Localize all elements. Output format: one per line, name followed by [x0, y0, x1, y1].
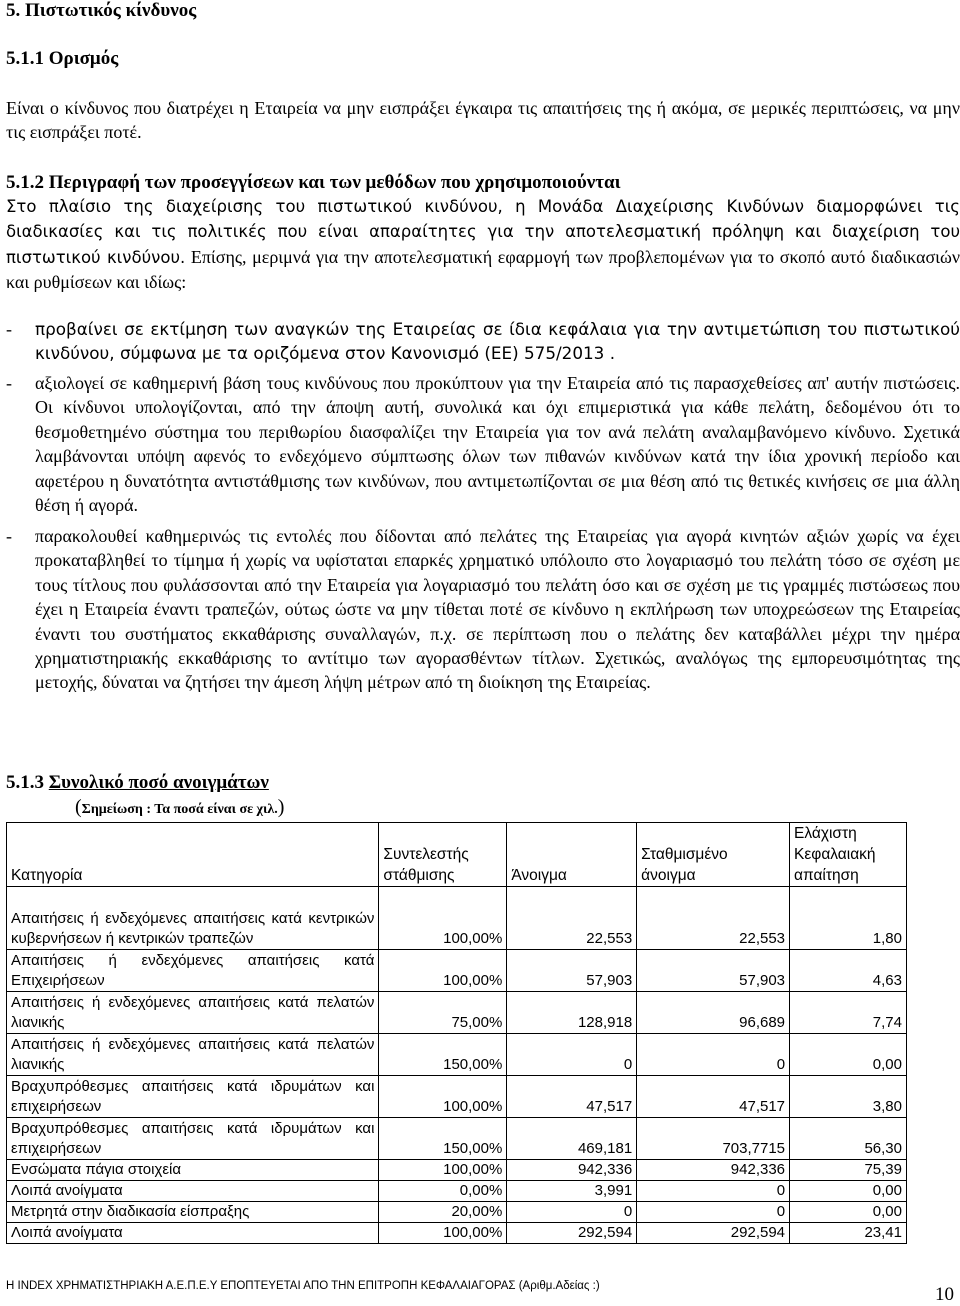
cell-exposure: 469,181	[507, 1118, 637, 1160]
cell-category: Βραχυπρόθεσμες απαιτήσεις κατά ιδρυμάτων και επιχειρήσεων	[7, 1118, 379, 1160]
cell-weight: 100,00%	[379, 950, 507, 992]
subsection-title-definition: 5.1.1 Ορισμός	[6, 48, 119, 69]
table-row	[7, 1223, 907, 1244]
cell-weight: 100,00%	[379, 887, 507, 950]
subsection-number: 5.1.3	[6, 772, 44, 793]
list-item	[6, 317, 960, 366]
cell-min-capital: 1,80	[790, 887, 907, 950]
cell-exposure: 128,918	[507, 992, 637, 1034]
footer-text: Η INDEX ΧΡΗΜΑΤΙΣΤΗΡΙΑΚΗ Α.Ε.Π.Ε.Υ ΕΠΟΠΤΕΥΕΤΑΙ ΑΠΟ ΤΗΝ ΕΠΙΤΡΟΠΗ ΚΕΦΑΛΑΙΑΓΟΡΑΣ (Αριθμ.Αδείας :)	[6, 1280, 600, 1292]
cell-weight: 100,00%	[379, 1223, 507, 1244]
table-header-row	[7, 823, 907, 887]
methods-intro-serif: Επίσης, μεριμνά για την αποτελεσματική εφαρμογή των προβλεπομένων για το σκοπό αυτό διαδικασιών και ρυθμίσεων και ιδίως:	[6, 246, 960, 293]
methods-intro-paragraph	[6, 194, 960, 295]
cell-exposure: 22,553	[507, 887, 637, 950]
list-item	[6, 524, 960, 695]
table-row	[7, 992, 907, 1034]
subsection-title-methods: 5.1.2 Περιγραφή των προσεγγίσεων και των μεθόδων που χρησιμοποιούνται	[6, 172, 621, 193]
table-row	[7, 1076, 907, 1118]
table-row	[7, 1118, 907, 1160]
cell-exposure: 57,903	[507, 950, 637, 992]
cell-exposure: 292,594	[507, 1223, 637, 1244]
methods-intro-sans: Στο πλαίσιο της διαχείρισης του πιστωτικού κινδύνου, η Μονάδα Διαχείρισης Κινδύνων διαμορφώνει τις διαδικασίες και τις πολιτικές που είναι απαραίτητες για την αποτελεσματική πρόληψη και διαχείριση του πιστωτικού κινδύνου.	[6, 197, 960, 267]
cell-min-capital: 0,00	[790, 1181, 907, 1202]
definition-paragraph: Είναι ο κίνδυνος που διατρέχει η Εταιρεία να μην εισπράξει έγκαιρα τις απαιτήσεις της ή ακόμα, σε μερικές περιπτώσεις, να μην τις εισπράξει ποτέ.	[6, 98, 960, 143]
table-row	[7, 950, 907, 992]
header-exposure: Άνοιγμα	[507, 823, 637, 887]
cell-exposure: 47,517	[507, 1076, 637, 1118]
cell-min-capital: 0,00	[790, 1034, 907, 1076]
bullet-dash: -	[6, 373, 12, 393]
cell-weighted-exposure: 703,7715	[637, 1118, 790, 1160]
cell-weight: 20,00%	[379, 1202, 507, 1223]
header-min-capital: Ελάχιστη Κεφαλαιακή απαίτηση	[790, 823, 907, 887]
cell-weight: 0,00%	[379, 1181, 507, 1202]
table-row	[7, 1181, 907, 1202]
cell-weight: 150,00%	[379, 1034, 507, 1076]
cell-min-capital: 0,00	[790, 1202, 907, 1223]
table-row	[7, 1160, 907, 1181]
cell-weight: 100,00%	[379, 1160, 507, 1181]
bullet-text: αξιολογεί σε καθημερινή βάση τους κινδύνους που προκύπτουν για την Εταιρεία από τις παρασχεθείσες απ' αυτήν πιστώσεις. Οι κίνδυνοι υπολογίζονται, από την άποψη αυτή, συνολικά και όχι επιμεριστικά για κάθε πελάτη, δεδομένου ότι το θεσμοθετημένο σύστημα του περιθωρίου διασφαλίζει την Εταιρεία για τον ανά πελάτη αναλαμβανόμενο κίνδυνο. Σχετικά λαμβάνονται υπόψη αφενός το ενδεχόμενο σύμπτωσης όλων των πιθανών κινδύνων κατά την ίδια χρονική περίοδο και αφετέρου η δυνατότητα αντιστάθμισης των κινδύνων, που αντιμετωπίζονται σε μια θέση από τις θετικές κινήσεις σε μια άλλη θέση ή αγορά.	[35, 373, 960, 516]
cell-min-capital: 75,39	[790, 1160, 907, 1181]
header-weighted-exposure: Σταθμισμένο άνοιγμα	[637, 823, 790, 887]
header-weight: Συντελεστής στάθμισης	[379, 823, 507, 887]
cell-category: Απαιτήσεις ή ενδεχόμενες απαιτήσεις κατά κεντρικών κυβερνήσεων ή κεντρικών τραπεζών	[7, 887, 379, 950]
cell-min-capital: 3,80	[790, 1076, 907, 1118]
note-paren-close: )	[277, 796, 285, 818]
cell-weighted-exposure: 292,594	[637, 1223, 790, 1244]
cell-weighted-exposure: 0	[637, 1034, 790, 1076]
bullet-dash: -	[6, 319, 12, 339]
cell-category: Λοιπά ανοίγματα	[7, 1181, 379, 1202]
cell-weight: 75,00%	[379, 992, 507, 1034]
cell-exposure: 0	[507, 1034, 637, 1076]
cell-category: Απαιτήσεις ή ενδεχόμενες απαιτήσεις κατά Επιχειρήσεων	[7, 950, 379, 992]
bullet-dash: -	[6, 526, 12, 546]
cell-category: Βραχυπρόθεσμες απαιτήσεις κατά ιδρυμάτων και επιχειρήσεων	[7, 1076, 379, 1118]
cell-category: Λοιπά ανοίγματα	[7, 1223, 379, 1244]
amounts-note	[75, 796, 960, 819]
header-category: Κατηγορία	[7, 823, 379, 887]
cell-weighted-exposure: 47,517	[637, 1076, 790, 1118]
table-row	[7, 887, 907, 950]
cell-min-capital: 7,74	[790, 992, 907, 1034]
cell-exposure: 0	[507, 1202, 637, 1223]
cell-min-capital: 56,30	[790, 1118, 907, 1160]
note-text: Σημείωση : Τα ποσά είναι σε χιλ.	[81, 802, 278, 817]
cell-exposure: 942,336	[507, 1160, 637, 1181]
cell-weighted-exposure: 57,903	[637, 950, 790, 992]
list-item	[6, 371, 960, 517]
subsection-title-text: Συνολικό ποσό ανοιγμάτων	[48, 772, 269, 793]
table-row	[7, 1202, 907, 1223]
cell-category: Μετρητά στην διαδικασία είσπραξης	[7, 1202, 379, 1223]
cell-weighted-exposure: 96,689	[637, 992, 790, 1034]
cell-weighted-exposure: 942,336	[637, 1160, 790, 1181]
section-title: 5. Πιστωτικός κίνδυνος	[6, 0, 197, 21]
cell-category: Απαιτήσεις ή ενδεχόμενες απαιτήσεις κατά πελατών λιανικής	[7, 992, 379, 1034]
cell-weighted-exposure: 0	[637, 1181, 790, 1202]
exposures-table	[6, 822, 907, 1244]
note-paren-open: (	[75, 796, 82, 818]
subsection-title-exposures	[6, 772, 960, 794]
page-number: 10	[935, 1284, 954, 1305]
cell-exposure: 3,991	[507, 1181, 637, 1202]
cell-category: Ενσώματα πάγια στοιχεία	[7, 1160, 379, 1181]
cell-weight: 100,00%	[379, 1076, 507, 1118]
cell-weighted-exposure: 0	[637, 1202, 790, 1223]
bullet-text: παρακολουθεί καθημερινώς τις εντολές που δίδονται από πελάτες της Εταιρείας για αγορά κινητών αξιών χωρίς να έχει προκαταβληθεί το τίμημα ή χωρίς να υφίσταται επαρκές χρηματικό υπόλοιπο στο λογαριασμό του πελάτη τόσο σε σχέση με τους τίτλους που φυλάσσονται από την Εταιρεία για λογαριασμό του πελάτη όσο και σε σχέση με τις γραμμές πιστώσεως που έχει η Εταιρεία έναντι τραπεζών, ούτως ώστε να μην τίθεται ποτέ σε κίνδυνο η εκπλήρωση των υποχρεώσεων της Εταιρείας έναντι του συστήματος εκκαθάρισης συναλλαγών, π.χ. σε περίπτωση που ο πελάτης δεν καταβάλλει μέχρι την ημέρα χρηματιστηριακής εκκαθάρισης το αντίτιμο των αγορασθέντων τίτλων. Σχετικώς, αναλόγως της εμπορευσιμότητας της μετοχής, δύναται να ζητήσει την άμεση λήψη μέτρων από τη διοίκηση της Εταιρείας.	[35, 526, 960, 693]
cell-category: Απαιτήσεις ή ενδεχόμενες απαιτήσεις κατά πελατών λιανικής	[7, 1034, 379, 1076]
cell-weighted-exposure: 22,553	[637, 887, 790, 950]
table-row	[7, 1034, 907, 1076]
cell-weight: 150,00%	[379, 1118, 507, 1160]
cell-min-capital: 23,41	[790, 1223, 907, 1244]
cell-min-capital: 4,63	[790, 950, 907, 992]
bullet-text: προβαίνει σε εκτίμηση των αναγκών της Εταιρείας σε ίδια κεφάλαια για την αντιμετώπιση του πιστωτικού κινδύνου, σύμφωνα με τα οριζόμενα στον Κανονισμό (ΕΕ) 575/2013 .	[35, 319, 960, 364]
